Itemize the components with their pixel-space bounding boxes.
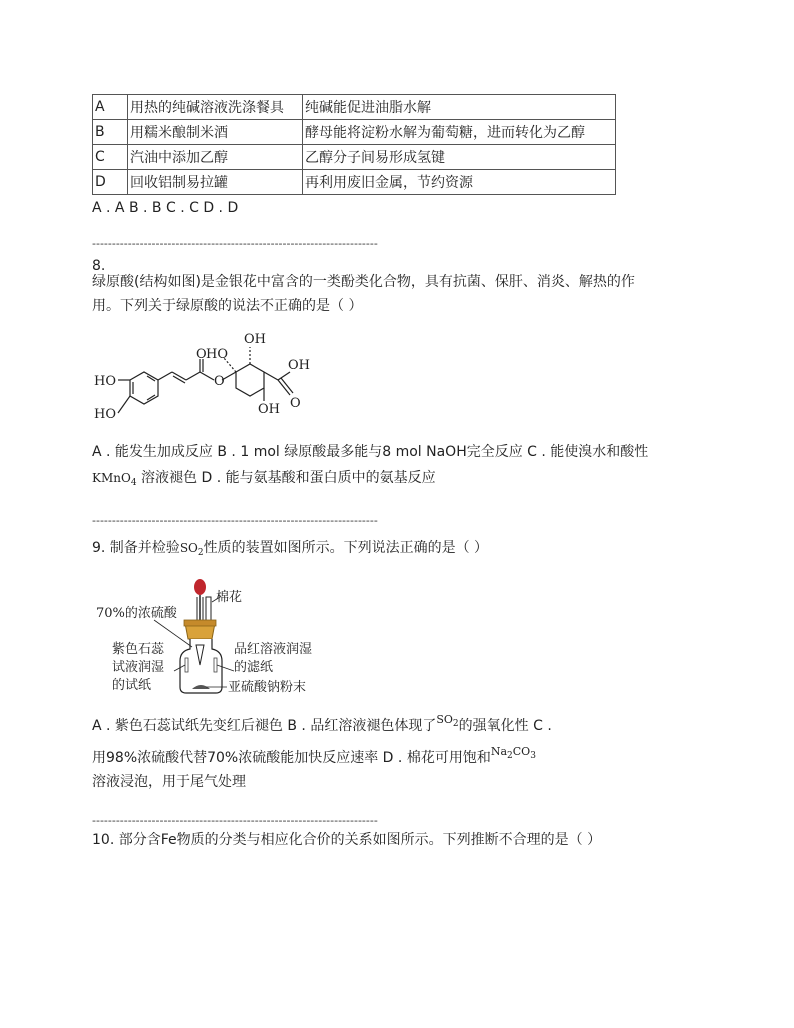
q8-stem-line1: 绿原酸(结构如图)是金银花中富含的一类酚类化合物，具有抗菌、保肝、消炎、解热的作 [92, 274, 635, 290]
q10-stem: 10. 部分含Fe物质的分类与相应化合价的关系如图所示。下列推断不合理的是（ ） [92, 832, 602, 848]
oh-top: OH [244, 332, 266, 347]
label-litmus-2: 试液润湿 [112, 660, 165, 675]
q8-options-line1: A . 能发生加成反应 B . 1 mol 绿原酸最多能与8 mol NaOH完全反应 C . 能使溴水和酸性 [92, 444, 649, 460]
kmno4-formula: KMnO$_4$ [92, 471, 137, 488]
oh-acid: OH [288, 358, 310, 373]
separator: ------------------------------------------------------------------------ [92, 814, 378, 827]
ho-ring: HO [206, 347, 228, 362]
ester-o: O [214, 374, 225, 389]
q9-stem: 9. 制备并检验$SO_2$性质的装置如图所示。下列说法正确的是（ ） [92, 540, 489, 558]
na2co3-formula: Na2CO3 [490, 745, 536, 761]
table-cell-letter: C [93, 145, 128, 170]
label-acid: 70%的浓硫酸 [96, 606, 177, 621]
table-cell-practice: 用热的纯碱溶液洗涤餐具 [128, 95, 303, 120]
table-row [93, 120, 616, 145]
table-cell-reason: 酵母能将淀粉水解为葡萄糖，进而转化为乙醇 [303, 120, 616, 145]
table-cell-practice: 回收铝制易拉罐 [128, 170, 303, 195]
q9-options-line2: 用98%浓硫酸代替70%浓硫酸能加快反应速率 D . 棉花可用饱和$^{Na_2CO_3}$ [92, 745, 536, 766]
q8-options-line2-wrap [92, 468, 436, 493]
q7-choices: A . A B . B C . C D . D [92, 200, 239, 216]
so2-formula-2: SO2 [436, 713, 459, 729]
dropper-bulb [194, 579, 206, 595]
table-cell-reason: 纯碱能促进油脂水解 [303, 95, 616, 120]
so2-formula: $SO_2$ [179, 541, 204, 558]
table-row [93, 145, 616, 170]
table-cell-reason: 乙醇分子间易形成氢键 [303, 145, 616, 170]
q9-options-line3: 溶液浸泡，用于尾气处理 [92, 774, 246, 790]
label-red-1: 品红溶液润湿 [234, 642, 313, 657]
phenol-ho-2: HO [94, 407, 116, 422]
table-cell-practice: 汽油中添加乙醇 [128, 145, 303, 170]
label-red-2: 的滤纸 [234, 660, 274, 675]
q7-options-table [92, 94, 616, 195]
q9-options-line1: A . 紫色石蕊试纸先变红后褪色 B . 品红溶液褪色体现了$^{SO_2}$的强氧化性 C . [92, 713, 552, 734]
oh-bottom: OH [258, 402, 280, 417]
so2-apparatus [92, 575, 342, 700]
separator: ------------------------------------------------------------------------ [92, 237, 378, 250]
table-row [93, 170, 616, 195]
table-row [93, 95, 616, 120]
acid-o: O [290, 396, 301, 411]
benzene-ring [130, 372, 158, 404]
label-cotton: 棉花 [216, 590, 243, 605]
phenol-ho-1: HO [94, 374, 116, 389]
q8-options-line2: 溶液褪色 D . 能与氨基酸和蛋白质中的氨基反应 [141, 470, 436, 486]
carbonyl-o: O [196, 347, 207, 362]
table-cell-letter: A [93, 95, 128, 120]
label-sulfite: 亚硫酸钠粉末 [228, 680, 307, 695]
table-cell-reason: 再利用废旧金属，节约资源 [303, 170, 616, 195]
chlorogenic-acid-structure [92, 325, 332, 425]
table-cell-practice: 用糯米酿制米酒 [128, 120, 303, 145]
table-cell-letter: B [93, 120, 128, 145]
q8-stem-line2: 用。下列关于绿原酸的说法不正确的是（ ） [92, 298, 363, 314]
cyclohexane-ring [236, 364, 264, 396]
table-cell-letter: D [93, 170, 128, 195]
label-litmus-3: 的试纸 [112, 678, 152, 693]
label-litmus-1: 紫色石蕊 [112, 642, 165, 657]
separator: ------------------------------------------------------------------------ [92, 514, 378, 527]
q8-number: 8. [92, 258, 106, 274]
